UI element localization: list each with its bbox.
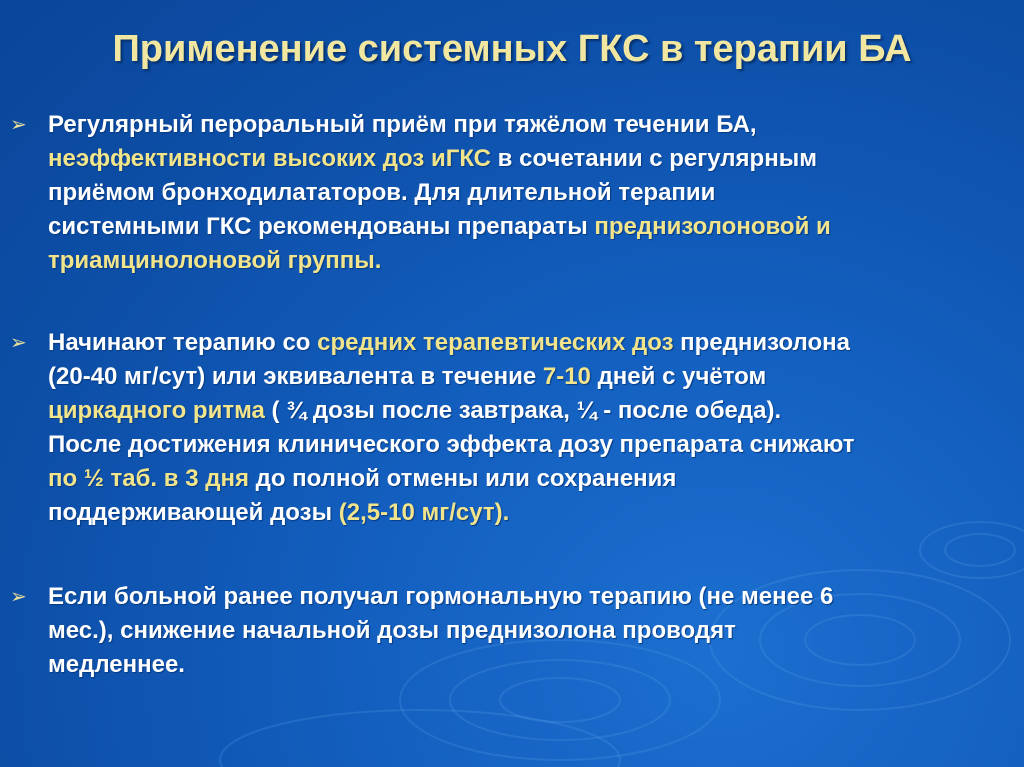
text-segment: После достижения клинического эффекта дозу препарата снижают (48, 431, 855, 458)
bullet-text (48, 108, 1016, 278)
bullet-line (48, 176, 1016, 210)
highlighted-text: по ½ таб. в 3 дня (48, 465, 249, 492)
bullet-line (48, 580, 1016, 614)
bullet-line (48, 326, 1016, 360)
text-segment: Если больной ранее получал гормональную терапию (не менее 6 (48, 583, 834, 610)
text-segment: Начинают терапию со (48, 329, 318, 356)
text-segment: (20-40 мг/сут) или эквивалента в течение (48, 363, 543, 390)
bullet-line (48, 496, 1016, 530)
bullet-arrow-icon: ➢ (10, 586, 27, 608)
bullet-line (48, 360, 1016, 394)
highlighted-text: триамцинолоновой группы. (48, 247, 382, 274)
highlighted-text: неэффективности высоких доз иГКС (48, 145, 492, 172)
bullet-line (48, 108, 1016, 142)
bullet-line (48, 428, 1016, 462)
bullet-arrow-icon: ➢ (10, 332, 27, 354)
text-segment: преднизолона (673, 329, 850, 356)
highlighted-text: (2,5-10 мг/сут). (338, 499, 510, 526)
text-segment: дней с учётом (590, 363, 767, 390)
text-segment: в сочетании с регулярным (491, 145, 817, 172)
bullet-text (48, 580, 1016, 682)
text-segment: системными ГКС рекомендованы препараты (48, 213, 595, 240)
highlighted-text: средних терапевтических доз (317, 329, 674, 356)
text-segment: до полной отмены или сохранения (248, 465, 677, 492)
bullet-line (48, 394, 1016, 428)
text-segment: мес.), снижение начальной дозы преднизолона проводят (48, 617, 736, 644)
bullet-line (48, 142, 1016, 176)
text-segment: приёмом бронходилататоров. Для длительной терапии (48, 179, 716, 206)
text-segment: ( ¾ дозы после завтрака, ¼ - после обеда). (264, 397, 782, 424)
text-segment: поддерживающей дозы (48, 499, 339, 526)
bullet-line (48, 210, 1016, 244)
bullet-arrow-icon: ➢ (10, 114, 27, 136)
bullet-line (48, 244, 1016, 278)
text-segment: Регулярный пероральный приём при тяжёлом течении БА, (48, 111, 757, 138)
bullet-line (48, 648, 1016, 682)
highlighted-text: циркадного ритма (48, 397, 265, 424)
bullet-text (48, 326, 1016, 530)
slide-title: Применение системных ГКС в терапии БА (112, 28, 912, 70)
bullet-line (48, 614, 1016, 648)
text-segment: медленнее. (48, 651, 185, 678)
highlighted-text: преднизолоновой и (594, 213, 831, 240)
bullet-line (48, 462, 1016, 496)
highlighted-text: 7-10 (542, 363, 591, 390)
